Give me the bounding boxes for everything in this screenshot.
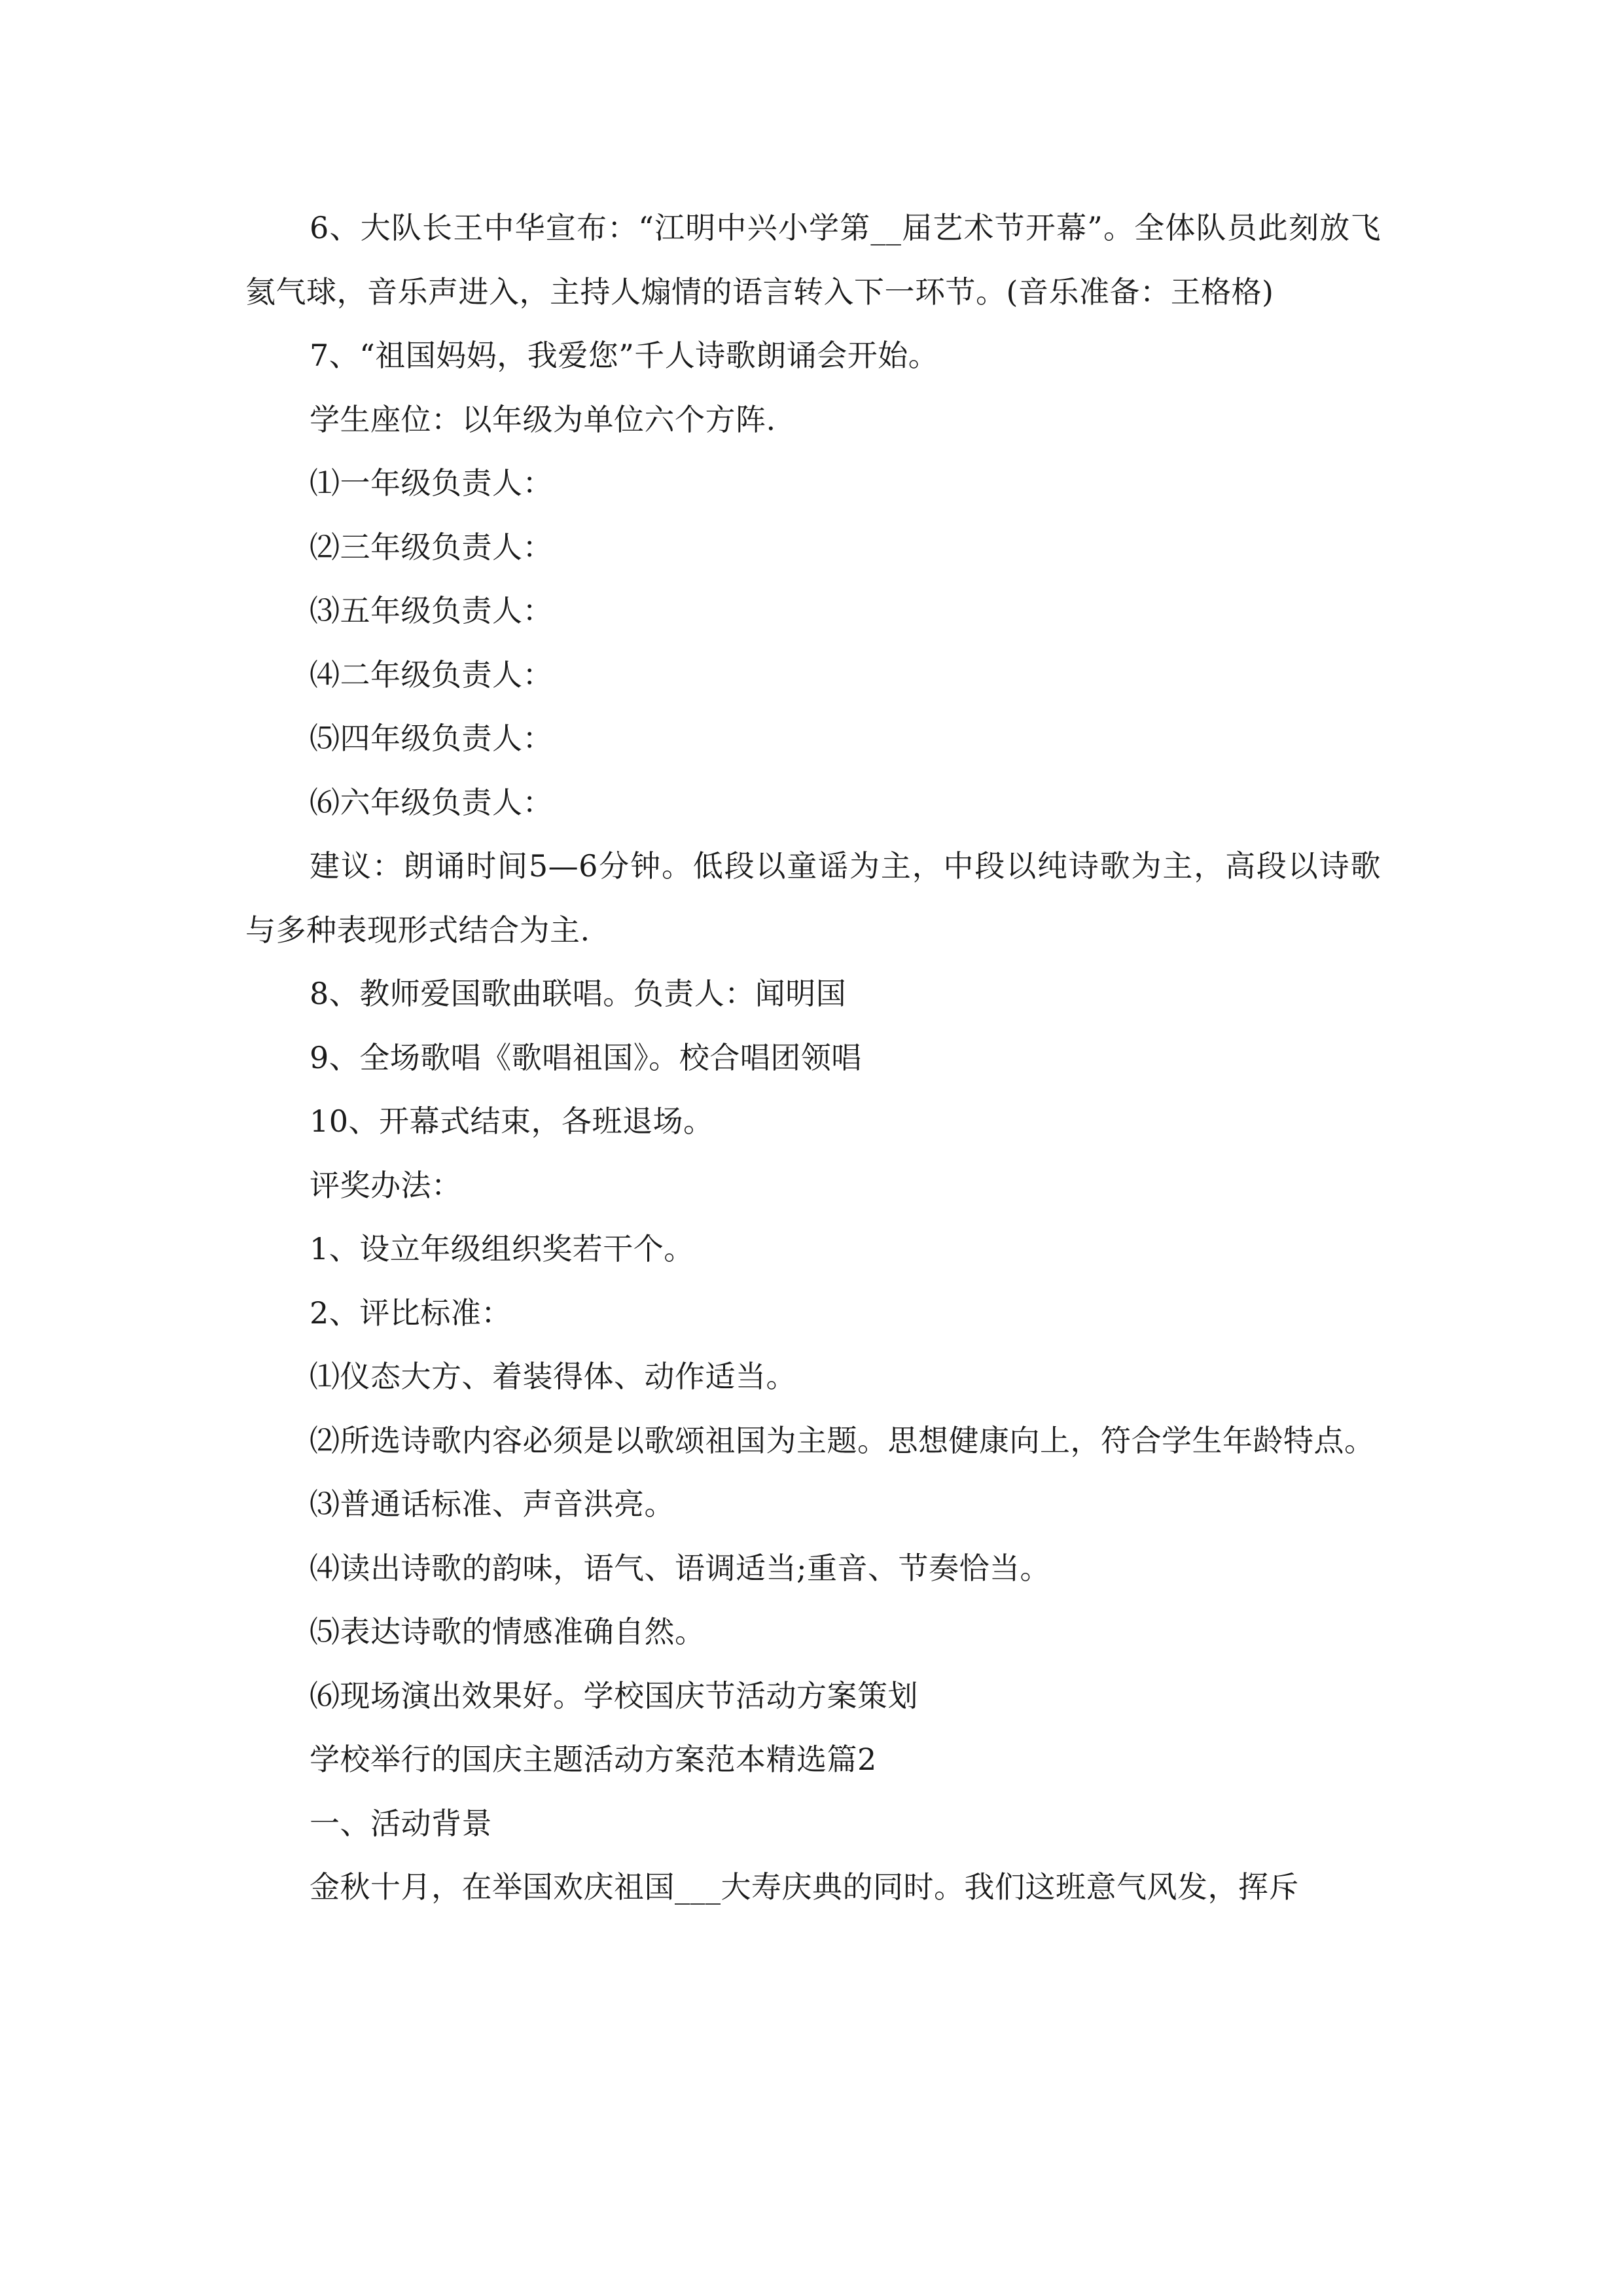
paragraph-criteria-1: ⑴仪态大方、着装得体、动作适当。	[310, 1359, 796, 1394]
paragraph-seating: 学生座位：以年级为单位六个方阵.	[310, 401, 776, 437]
paragraph-grade-3-lead: ⑵三年级负责人：	[310, 529, 553, 565]
paragraph-teacher-songs: 8、教师爱国歌曲联唱。负责人：闻明国	[310, 976, 847, 1011]
paragraph-grade-4-lead: ⑸四年级负责人：	[310, 721, 553, 756]
paragraph-criteria-6: ⑹现场演出效果好。学校国庆节活动方案策划	[310, 1677, 918, 1713]
paragraph-criteria-heading: 2、评比标准：	[310, 1295, 512, 1331]
paragraph-criteria-2: ⑵所选诗歌内容必须是以歌颂祖国为主题。思想健康向上，符合学生年龄特点。	[310, 1422, 1375, 1458]
paragraph-closing: 10、开幕式结束，各班退场。	[310, 1103, 714, 1139]
paragraph-criteria-3: ⑶普通话标准、声音洪亮。	[310, 1486, 675, 1522]
document-body	[245, 196, 1381, 1920]
paragraph-criteria-4: ⑷读出诗歌的韵味，语气、语调适当;重音、节奏恰当。	[310, 1550, 1050, 1586]
paragraph-award-1: 1、设立年级组织奖若干个。	[310, 1231, 694, 1266]
paragraph-award-method: 评奖办法：	[310, 1167, 462, 1203]
paragraph-suggestion: 建议：朗诵时间5—6分钟。低段以童谣为主，中段以纯诗歌为主，高段以诗歌与多种表现形式结合为主.	[245, 848, 1381, 948]
paragraph-grade-1-lead: ⑴一年级负责人：	[310, 465, 553, 501]
paragraph-grade-5-lead: ⑶五年级负责人：	[310, 593, 553, 628]
paragraph-grade-6-lead: ⑹六年级负责人：	[310, 784, 553, 820]
paragraph-background-heading: 一、活动背景	[310, 1805, 492, 1841]
paragraph-group-singing: 9、全场歌唱《歌唱祖国》。校合唱团领唱	[310, 1039, 862, 1075]
paragraph-grade-2-lead: ⑷二年级负责人：	[310, 656, 553, 692]
paragraph-background-text: 金秋十月，在举国欢庆祖国___大寿庆典的同时。我们这班意气风发，挥斥	[310, 1869, 1299, 1905]
paragraph-recital-start: 7、“祖国妈妈，我爱您”千人诗歌朗诵会开始。	[310, 338, 939, 373]
paragraph-announcement: 6、大队长王中华宣布：“江明中兴小学第__届艺术节开幕”。全体队员此刻放飞氦气球，音乐声进入，主持人煽情的语言转入下一环节。(音乐准备：王格格)	[245, 210, 1381, 310]
paragraph-criteria-5: ⑸表达诗歌的情感准确自然。	[310, 1614, 705, 1649]
paragraph-section-title: 学校举行的国庆主题活动方案范本精选篇2	[310, 1742, 877, 1777]
